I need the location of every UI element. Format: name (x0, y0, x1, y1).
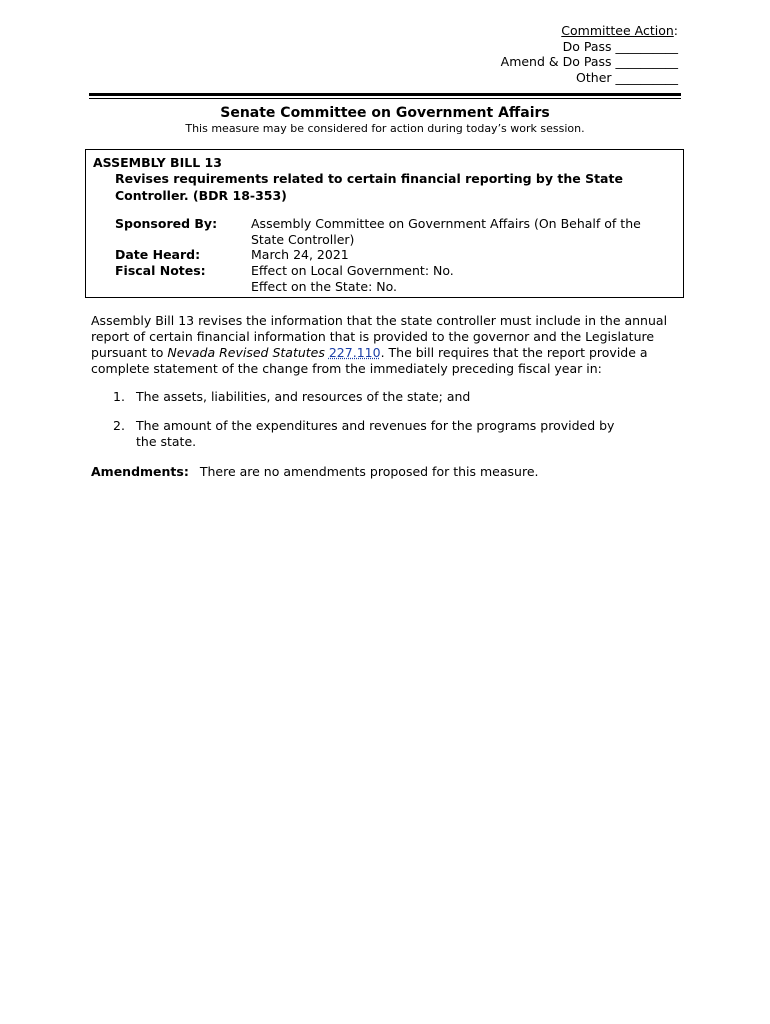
option-other: Other __________ (576, 70, 678, 86)
amendments-label: Amendments: (91, 464, 189, 479)
summary-text-part1: Assembly Bill 13 revises the information that the state controller must include in the annual report of certain financial information that is provided to the governor and the Legislature pursuant to (91, 313, 668, 360)
sponsored-by-label: Sponsored By: (115, 216, 218, 231)
bill-description: Revises requirements related to certain financial reporting by the State Controller. (BDR 18-353) (115, 171, 623, 203)
nrs-title: Nevada Revised Statutes (167, 345, 325, 360)
committee-action-colon: : (673, 23, 678, 38)
fiscal-note-local: Effect on Local Government: No. (251, 263, 454, 278)
header-rule-thick (89, 93, 681, 96)
amendments-text: There are no amendments proposed for this measure. (199, 464, 539, 479)
summary-paragraph (91, 313, 683, 377)
committee-action-heading-text: Committee Action (561, 23, 674, 38)
option-do-pass: Do Pass __________ (562, 38, 678, 54)
list-item-number: 2. (113, 418, 125, 433)
date-heard-value: March 24, 2021 (251, 247, 349, 262)
header-rule-thin (89, 98, 681, 99)
committee-action-heading (501, 23, 678, 39)
page-subtitle: This measure may be considered for action during today’s work session. (185, 122, 585, 135)
fiscal-notes-values (251, 263, 671, 295)
sponsored-by-value: Assembly Committee on Government Affairs (On Behalf of the State Controller) (251, 216, 641, 247)
bill-info-box (85, 149, 684, 298)
list-item-text: The assets, liabilities, and resources of the state; and (136, 389, 471, 404)
summary-text-part2: . The bill requires that the report provide a complete statement of the change from the immediately preceding fiscal year in: (91, 345, 648, 376)
bill-number: ASSEMBLY BILL 13 (93, 155, 222, 170)
date-heard-label: Date Heard: (115, 247, 201, 262)
page-title: Senate Committee on Government Affairs (220, 105, 550, 121)
nrs-link[interactable]: 227.110 (328, 345, 381, 360)
list-item-text: The amount of the expenditures and revenues for the programs provided by the state. (136, 418, 615, 449)
fiscal-note-state: Effect on the State: No. (251, 279, 398, 294)
option-amend-do-pass: Amend & Do Pass __________ (500, 54, 678, 70)
amendments-line (91, 464, 539, 480)
committee-action-block (501, 23, 678, 86)
fiscal-notes-label: Fiscal Notes: (115, 263, 206, 278)
list-item-number: 1. (113, 389, 125, 404)
